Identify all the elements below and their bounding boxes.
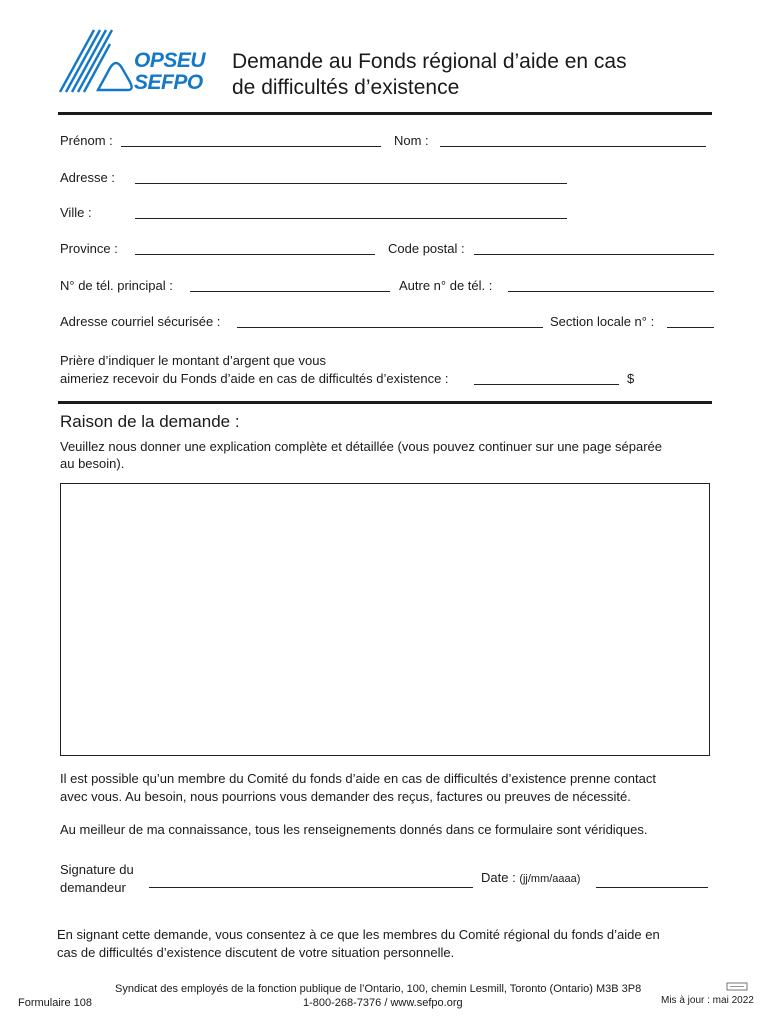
montant-label-line-2: aimeriez recevoir du Fonds d’aide en cas de difficultés d’existence : bbox=[60, 371, 449, 386]
tel-principal-field[interactable] bbox=[190, 291, 390, 292]
reason-heading: Raison de la demande : bbox=[60, 412, 240, 431]
contact-note-line-1: Il est possible qu’un membre du Comité du fonds d’aide en cas de difficultés d’existence prenne contact bbox=[60, 771, 656, 786]
reason-instructions-line-2: au besoin). bbox=[60, 456, 125, 471]
date-field[interactable] bbox=[596, 887, 708, 888]
section-rule bbox=[58, 401, 712, 404]
ville-label: Ville : bbox=[60, 205, 92, 220]
nom-field[interactable] bbox=[440, 146, 706, 147]
logo-stripes-icon bbox=[58, 28, 140, 96]
ville-field[interactable] bbox=[135, 218, 567, 219]
currency-symbol: $ bbox=[627, 371, 635, 386]
section-locale-label: Section locale n° : bbox=[550, 314, 655, 329]
consent-line-2: cas de difficultés d’existence discutent de votre situation personnelle. bbox=[57, 945, 455, 960]
date-label-text: Date : bbox=[481, 870, 516, 885]
signature-label-line-2: demandeur bbox=[60, 880, 126, 895]
header-rule bbox=[58, 112, 712, 115]
code-postal-field[interactable] bbox=[474, 254, 714, 255]
footer-address-line-1: Syndicat des employés de la fonction publique de l’Ontario, 100, chemin Lesmill, Toronto (Ontario) M3B 3P8 bbox=[115, 983, 642, 995]
consent-line-1: En signant cette demande, vous consentez à ce que les membres du Comité régional du fonds d’aide en bbox=[57, 927, 660, 942]
montant-field[interactable] bbox=[474, 384, 619, 385]
province-label: Province : bbox=[60, 241, 118, 256]
signature-label-line-1: Signature du bbox=[60, 862, 134, 877]
updated-date: Mis à jour : mai 2022 bbox=[661, 995, 754, 1006]
prenom-label: Prénom : bbox=[60, 133, 113, 148]
date-format-hint: (jj/mm/aaaa) bbox=[519, 873, 581, 885]
title-line-2: de difficultés d’existence bbox=[232, 76, 460, 99]
logo-sefpo-text: SEFPO bbox=[134, 71, 203, 94]
page-title bbox=[232, 49, 627, 101]
province-field[interactable] bbox=[135, 254, 375, 255]
date-label bbox=[481, 870, 580, 885]
logo-opseu-text: OPSEU bbox=[134, 49, 206, 72]
montant-label-line-1: Prière d’indiquer le montant d’argent que vous bbox=[60, 353, 326, 368]
adresse-label: Adresse : bbox=[60, 170, 115, 185]
truthful-statement: Au meilleur de ma connaissance, tous les renseignements donnés dans ce formulaire sont véridiques. bbox=[60, 822, 648, 837]
footer-address-line-2: 1-800-268-7376 / www.sefpo.org bbox=[303, 997, 463, 1009]
form-number: Formulaire 108 bbox=[18, 997, 92, 1009]
autre-tel-field[interactable] bbox=[508, 291, 714, 292]
reason-text-area[interactable] bbox=[60, 483, 710, 756]
autre-tel-label: Autre n° de tél. : bbox=[399, 278, 493, 293]
signature-field[interactable] bbox=[149, 887, 473, 888]
adresse-field[interactable] bbox=[135, 183, 567, 184]
title-line-1: Demande au Fonds régional d’aide en cas bbox=[232, 50, 627, 73]
union-label-icon bbox=[726, 978, 748, 987]
reason-instructions-line-1: Veuillez nous donner une explication complète et détaillée (vous pouvez continuer sur une page séparée bbox=[60, 439, 663, 454]
courriel-field[interactable] bbox=[237, 327, 543, 328]
courriel-label: Adresse courriel sécurisée : bbox=[60, 314, 221, 329]
contact-note-line-2: avec vous. Au besoin, nous pourrions vous demander des reçus, factures ou preuves de nécessité. bbox=[60, 789, 631, 804]
tel-principal-label: N° de tél. principal : bbox=[60, 278, 173, 293]
section-locale-field[interactable] bbox=[667, 327, 714, 328]
prenom-field[interactable] bbox=[121, 146, 381, 147]
code-postal-label: Code postal : bbox=[388, 241, 465, 256]
nom-label: Nom : bbox=[394, 133, 429, 148]
